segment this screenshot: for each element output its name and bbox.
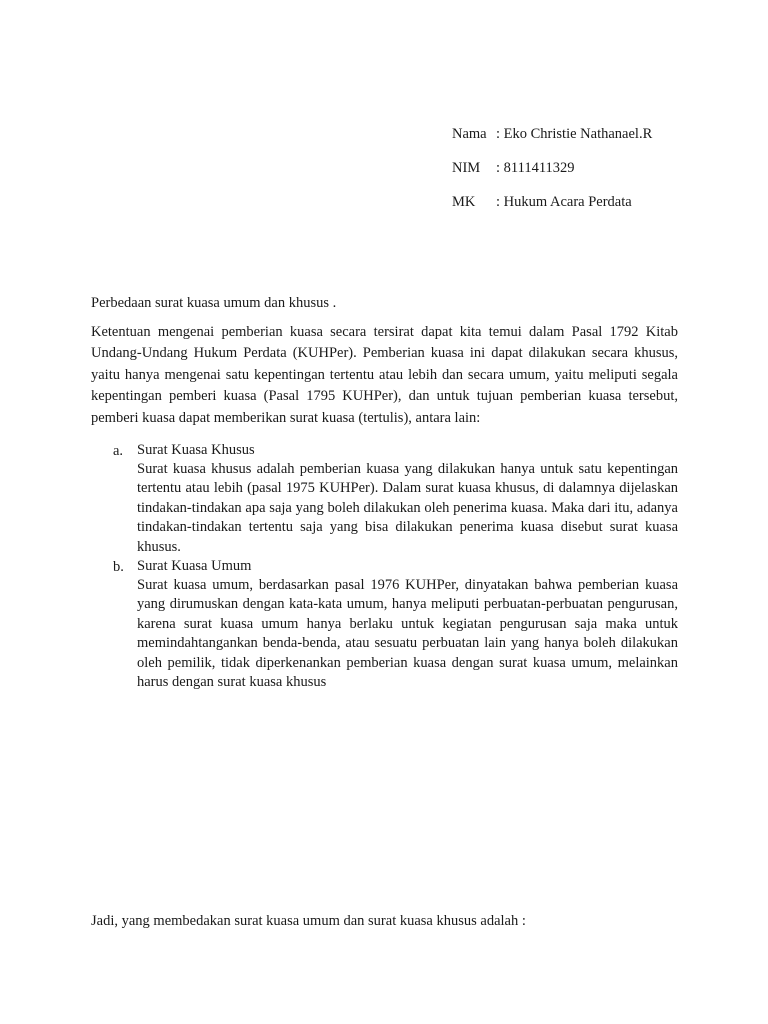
nim-label: NIM — [452, 160, 481, 176]
identity-row-nim — [452, 158, 752, 192]
kuasa-type-list — [113, 441, 678, 692]
list-marker: a. — [113, 443, 124, 459]
list-item-content — [137, 557, 678, 692]
document-heading: Perbedaan surat kuasa umum dan khusus . — [91, 295, 337, 311]
list-item — [113, 441, 678, 557]
intro-paragraph: Ketentuan mengenai pemberian kuasa secara tersirat dapat kita temui dalam Pasal 1792 Kitab Undang-Undang Hukum Perdata (KUHPer). Pemberian kuasa ini dapat dilakukan secara khusus, yaitu hanya mengenai satu kepentingan tertentu atau lebih dan secara umum, yaitu meliputi segala kepentingan pemberi kuasa (Pasal 1795 KUHPer), dan untuk tujuan pemberian kuasa tersebut, pemberi kuasa dapat memberikan surat kuasa (tertulis), antara lain: — [91, 324, 678, 426]
name-value: : Eko Christie Nathanael.R — [496, 126, 653, 142]
list-item — [113, 557, 678, 692]
identity-block — [452, 124, 752, 226]
mk-label: MK — [452, 194, 476, 210]
mk-value: : Hukum Acara Perdata — [496, 194, 632, 210]
name-label: Nama — [452, 126, 487, 142]
nim-value: : 8111411329 — [496, 160, 575, 176]
list-item-text: Surat kuasa khusus adalah pemberian kuasa yang dilakukan hanya untuk satu kepentingan tertentu atau lebih (pasal 1975 KUHPer). Dalam surat kuasa khusus, di dalamnya dijelaskan tindakan-tindakan apa saja yang boleh dilakukan oleh penerima kuasa. Maka dari itu, adanya tindakan-tindakan tertentu saja yang bisa dilakukan penerima kuasa disebut surat kuasa khusus. — [137, 461, 678, 555]
list-item-text: Surat kuasa umum, berdasarkan pasal 1976 KUHPer, dinyatakan bahwa pemberian kuasa yang dirumuskan dengan kata-kata umum, hanya meliputi perbuatan-perbuatan pengurusan, karena surat kuasa umum hanya berlaku untuk kegiatan pengurusan saja maka untuk memindahtangankan benda-benda, atau sesuatu perbuatan lain yang hanya boleh dilakukan oleh pemilik, tidak diperkenankan pemberian kuasa dengan surat kuasa umum, melainkan harus dengan surat kuasa khusus — [137, 577, 678, 691]
list-item-title: Surat Kuasa Khusus — [137, 442, 255, 458]
conclusion-line: Jadi, yang membedakan surat kuasa umum dan surat kuasa khusus adalah : — [91, 913, 526, 929]
list-marker: b. — [113, 559, 124, 576]
list-item-title: Surat Kuasa Umum — [137, 558, 252, 575]
list-item-content — [137, 441, 678, 557]
identity-row-name — [452, 124, 752, 158]
identity-row-mk — [452, 192, 752, 226]
